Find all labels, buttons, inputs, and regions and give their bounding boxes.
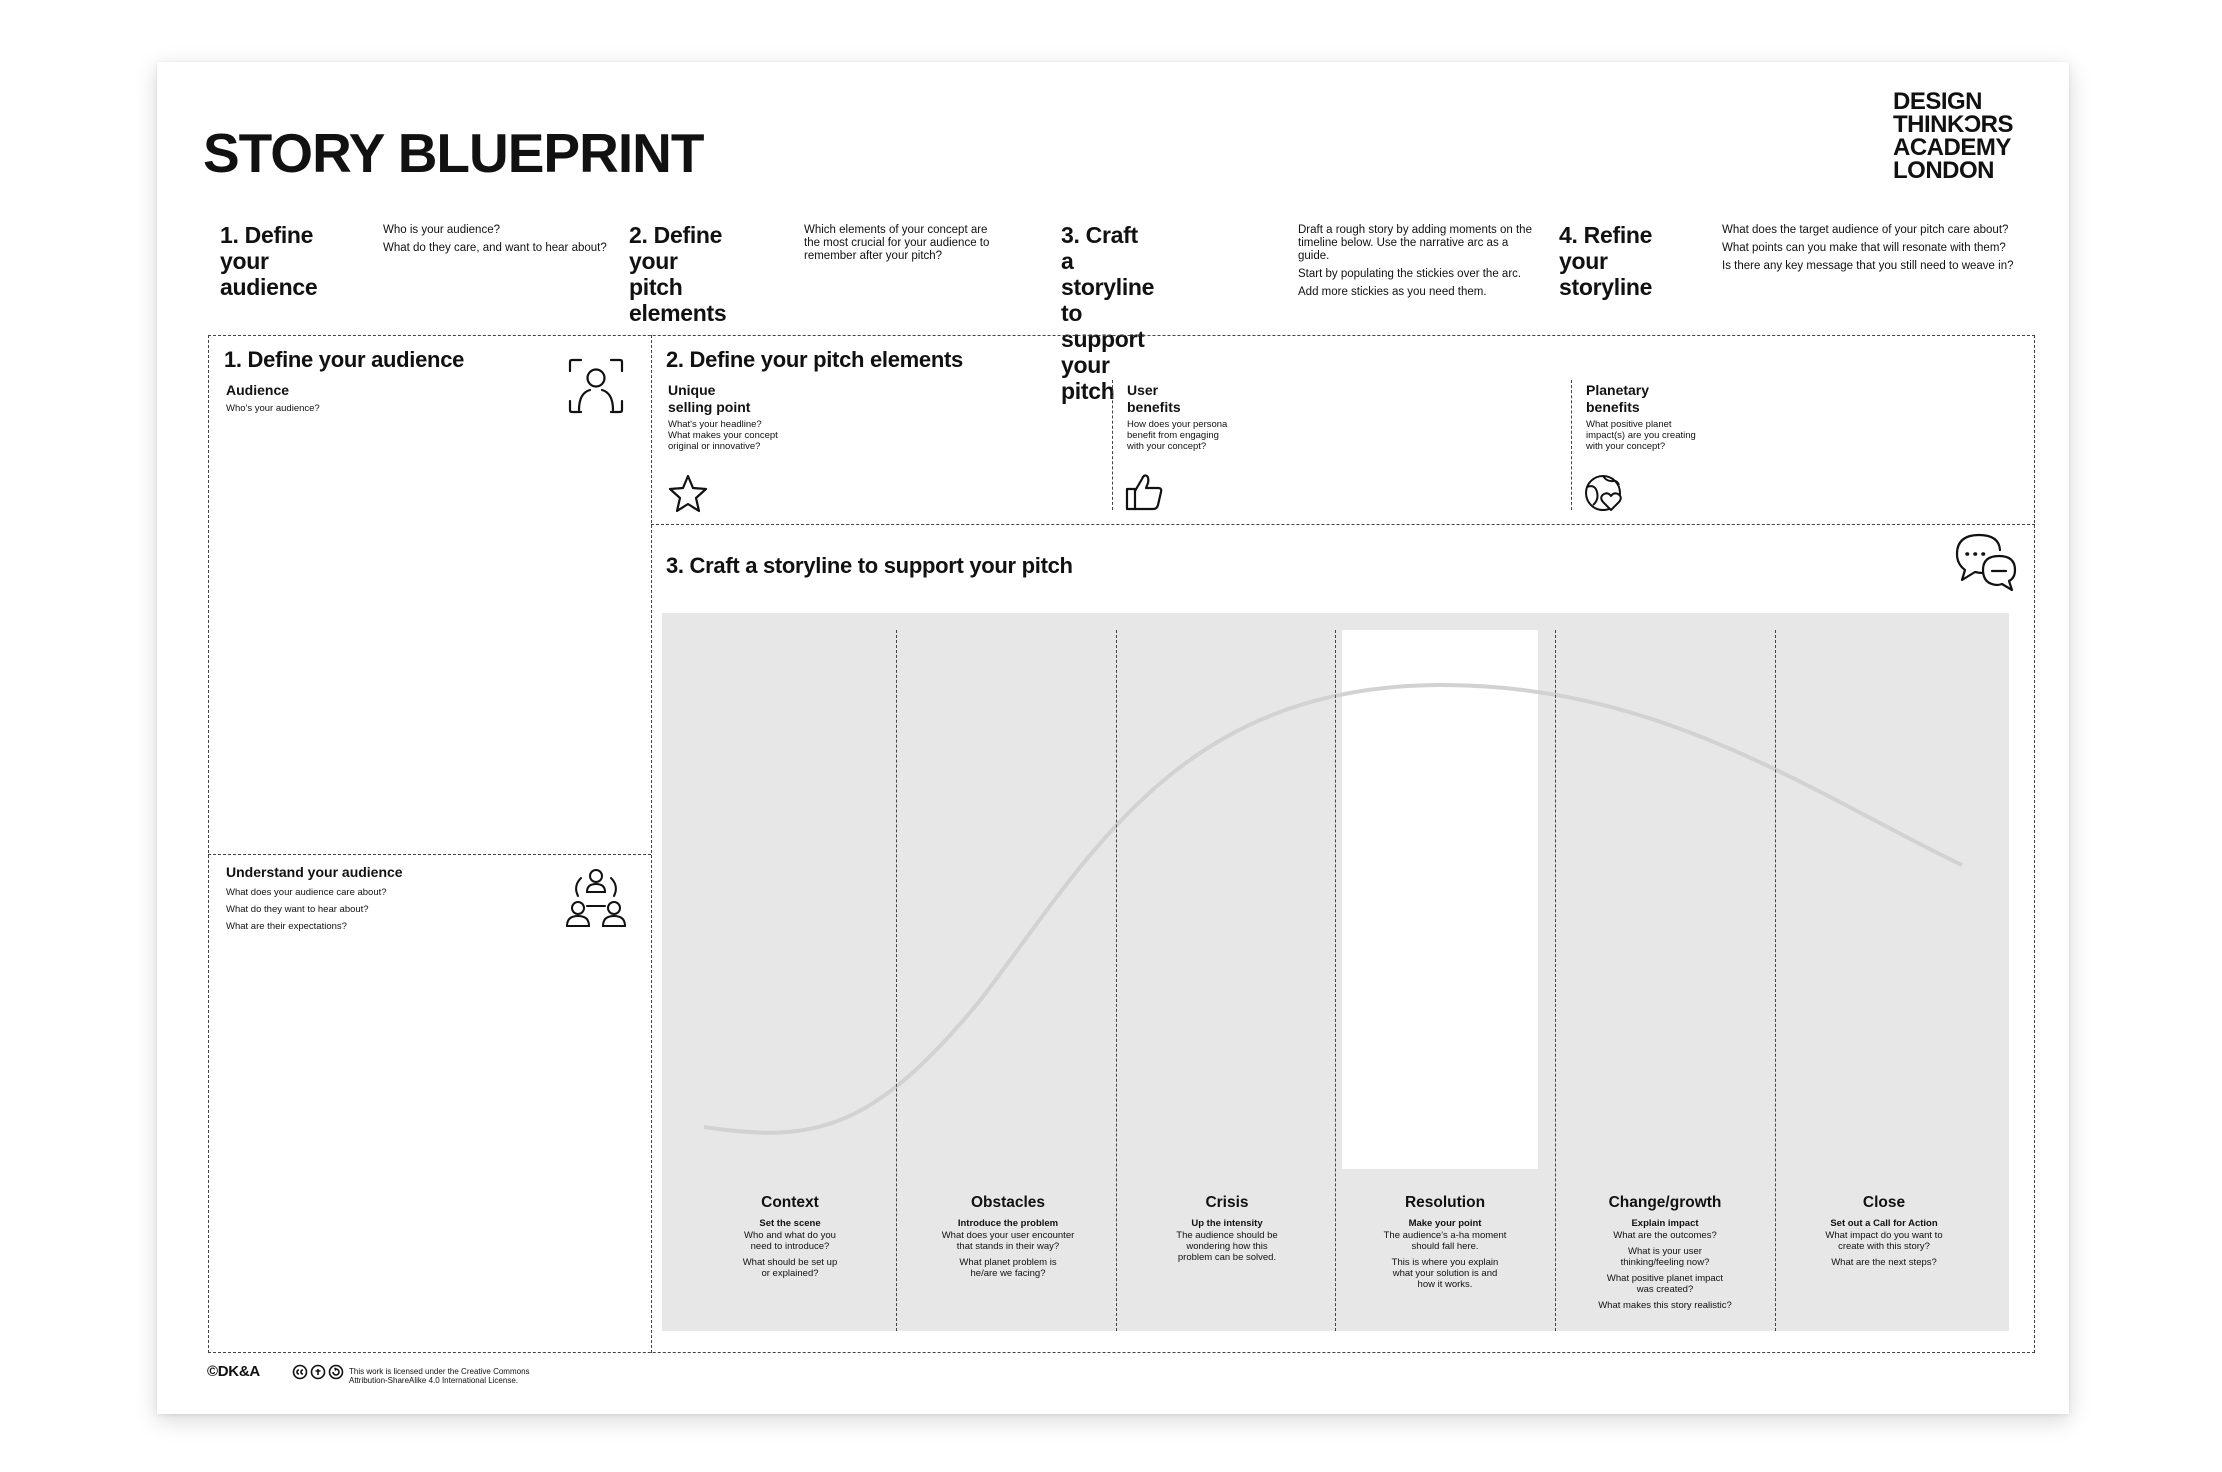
audience-block-question: Who's your audience? xyxy=(226,403,320,414)
understand-audience-title: Understand your audience xyxy=(226,864,403,880)
phase-crisis xyxy=(1127,1194,1327,1263)
step-desc-line: Draft a rough story by adding moments on the timeline below. Use the narrative arc as a guide. xyxy=(1298,224,1532,262)
pitch-col-title: User benefits xyxy=(1127,382,1181,415)
phase-divider xyxy=(1555,630,1556,1331)
logo xyxy=(1893,90,2013,182)
step-desc-line: What do they care, and want to hear about? xyxy=(383,242,607,254)
step-description xyxy=(383,224,623,260)
storyline-heading: 3. Craft a storyline to support your pitch xyxy=(666,553,1073,578)
phase-question: What does your user encounter that stands in their way? xyxy=(941,1230,1075,1252)
logo-line-2: THINKƆRS xyxy=(1893,111,2013,138)
logo-line-3: ACADEMY xyxy=(1893,134,2011,161)
phase-question: What planet problem is he/are we facing? xyxy=(959,1257,1057,1279)
phase-divider xyxy=(1335,630,1336,1331)
phase-subtitle: Introduce the problem xyxy=(957,1218,1059,1229)
pitch-col-title: Planetary benefits xyxy=(1586,382,1650,415)
phase-title: Crisis xyxy=(1205,1194,1249,1211)
pitch-col-question: What positive planet impact(s) are you creating with your concept? xyxy=(1586,419,1696,452)
phase-obstacles xyxy=(908,1194,1108,1279)
phase-question: The audience should be wondering how this problem can be solved. xyxy=(1176,1230,1278,1263)
audience-portrait-icon xyxy=(567,357,625,415)
phase-question: What should be set up or explained? xyxy=(742,1257,838,1279)
pitch-col-question: How does your persona benefit from engaging with your concept? xyxy=(1127,419,1228,452)
phase-title: Resolution xyxy=(1404,1194,1486,1211)
audience-divider xyxy=(651,335,652,1353)
thumbs-up-icon xyxy=(1124,471,1166,513)
phase-question: The audience's a-ha moment should fall here. xyxy=(1383,1230,1507,1252)
phase-subtitle: Up the intensity xyxy=(1191,1218,1263,1229)
step-heading: 4. Refine your storyline xyxy=(1559,222,1653,300)
footer-license: This work is licensed under the Creative Commons Attribution-ShareAlike 4.0 International License. xyxy=(349,1367,530,1385)
step-heading: 1. Define your audience xyxy=(220,222,318,300)
phase-question: What makes this story realistic? xyxy=(1598,1300,1732,1311)
phase-question: What are the next steps? xyxy=(1831,1257,1937,1268)
step-desc-line: Is there any key message that you still need to weave in? xyxy=(1722,260,2014,272)
phase-resolution xyxy=(1345,1194,1545,1290)
phase-change-growth xyxy=(1565,1194,1765,1311)
step-description xyxy=(1298,224,1534,304)
phase-question: What positive planet impact was created? xyxy=(1606,1273,1724,1295)
globe-heart-icon xyxy=(1583,472,1625,514)
step-desc-line: Who is your audience? xyxy=(383,224,500,236)
pitch-col-divider xyxy=(1112,380,1113,510)
phase-title: Context xyxy=(761,1194,819,1211)
understand-audience-questions: What does your audience care about? What do they want to hear about? What are their expectations? xyxy=(226,887,387,932)
logo-line-4: LONDON xyxy=(1893,157,1994,184)
audience-split-divider xyxy=(208,854,651,855)
phase-subtitle: Explain impact xyxy=(1631,1218,1699,1229)
step-desc-line: Add more stickies as you need them. xyxy=(1298,286,1487,298)
phase-title: Close xyxy=(1862,1194,1906,1211)
pitch-col-divider xyxy=(1571,380,1572,510)
audience-block-title: Audience xyxy=(226,382,290,398)
chat-bubbles-icon xyxy=(1953,532,2019,594)
phase-question: What is your user thinking/feeling now? xyxy=(1620,1246,1710,1268)
phase-question: What impact do you want to create with this story? xyxy=(1825,1230,1943,1252)
phase-context xyxy=(690,1194,890,1279)
group-people-icon xyxy=(563,866,629,928)
phase-divider xyxy=(1775,630,1776,1331)
phase-divider xyxy=(896,630,897,1331)
pitch-divider xyxy=(651,524,2035,525)
phase-divider xyxy=(1116,630,1117,1331)
step-desc-line: What points can you make that will resonate with them? xyxy=(1722,242,2006,254)
step-desc-line: Which elements of your concept are the most crucial for your audience to remember after your pitch? xyxy=(804,224,990,262)
pitch-col-title: Unique selling point xyxy=(668,382,751,415)
step-description xyxy=(1722,224,2052,278)
audience-heading: 1. Define your audience xyxy=(224,347,465,372)
logo-line-1: DESIGN xyxy=(1893,88,1983,115)
phase-subtitle: Set the scene xyxy=(759,1218,821,1229)
step-desc-line: What does the target audience of your pitch care about? xyxy=(1722,224,2009,236)
phase-question: This is where you explain what your solution is and how it works. xyxy=(1391,1257,1499,1290)
narrative-arc-area xyxy=(662,613,2009,1331)
phase-title: Change/growth xyxy=(1608,1194,1722,1211)
footer-brand: ©DK&A xyxy=(207,1363,260,1380)
creative-commons-icon xyxy=(292,1364,346,1380)
phase-question: What are the outcomes? xyxy=(1613,1230,1717,1241)
phase-title: Obstacles xyxy=(970,1194,1046,1211)
phase-close xyxy=(1784,1194,1984,1268)
step-heading: 3. Craft a storyline to support your pitch xyxy=(1061,222,1155,404)
pitch-col-question: What's your headline? What makes your concept original or innovative? xyxy=(668,419,778,452)
star-icon xyxy=(667,473,709,513)
phase-question: Who and what do you need to introduce? xyxy=(744,1230,836,1252)
step-description xyxy=(804,224,1004,268)
page-title: STORY BLUEPRINT xyxy=(203,122,704,184)
phase-subtitle: Make your point xyxy=(1408,1218,1482,1229)
step-desc-line: Start by populating the stickies over the arc. xyxy=(1298,268,1522,280)
blueprint-sheet xyxy=(157,62,2069,1414)
step-heading: 2. Define your pitch elements xyxy=(629,222,727,326)
pitch-heading: 2. Define your pitch elements xyxy=(666,347,963,372)
phase-subtitle: Set out a Call for Action xyxy=(1830,1218,1938,1229)
